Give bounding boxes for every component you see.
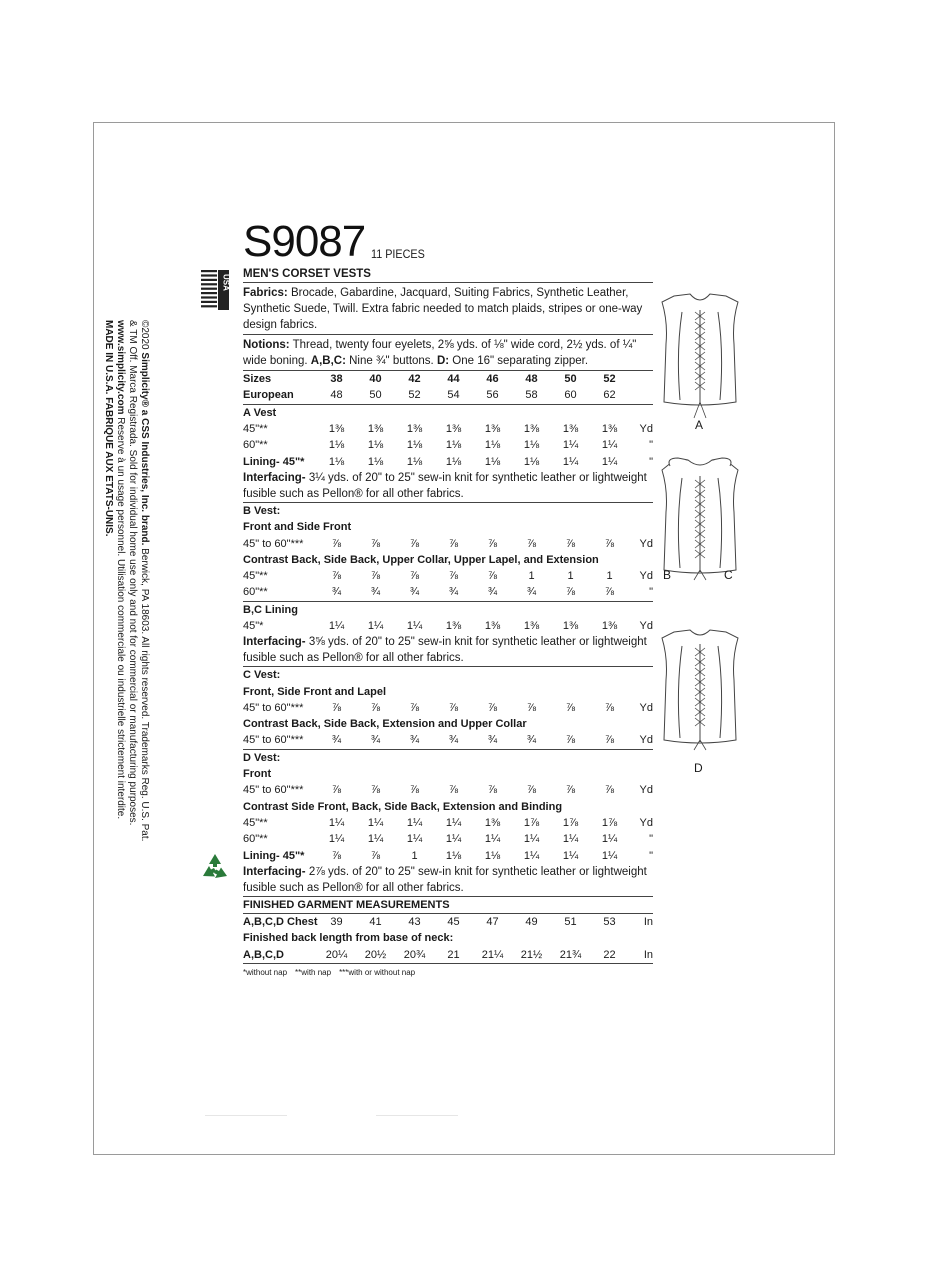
notions-section bbox=[243, 335, 653, 371]
fabrics-label: Fabrics: bbox=[243, 287, 288, 299]
table-row: Lining- 45"* 1⅛ 1⅛ 1⅛ 1⅛ 1⅛ 1⅛ 1¼ 1¼ " bbox=[243, 455, 653, 468]
b-vest-sub1: Front and Side Front bbox=[243, 521, 352, 534]
d-interfacing: Interfacing- 2⅞ yds. of 20" to 25" sew-in knit for synthetic leather or lightweight fusible such as Pellon® for all other fabrics. bbox=[243, 865, 647, 894]
notions-d-label: D: bbox=[436, 355, 450, 367]
copyright-vertical-text bbox=[102, 320, 150, 890]
notions-d-text: One 16" separating zipper. bbox=[449, 355, 589, 367]
notions-label: Notions: bbox=[243, 339, 290, 351]
european-row: European 48 50 52 54 56 58 60 62 bbox=[243, 389, 616, 402]
recycle-icon bbox=[199, 852, 231, 884]
b-vest-heading: B Vest: bbox=[243, 502, 653, 519]
pattern-envelope-back bbox=[243, 214, 653, 977]
table-row: 45"** ⅞ ⅞ ⅞ ⅞ ⅞ 1 1 1 Yd bbox=[243, 570, 653, 583]
table-row: Lining- 45"* ⅞ ⅞ 1 1⅛ 1⅛ 1¼ 1¼ 1¼ " bbox=[243, 849, 653, 862]
website-link[interactable]: www.simplicity.com bbox=[115, 320, 126, 415]
copyright-usage: & TM Off. Marca Registrada. Sold for individual home use only and not for commercial or manufacturing purposes. bbox=[127, 320, 138, 826]
copyright-usage-fr: Reserve à un usage personnel. Utilisation commerciale ou industrielle strictement interdite. bbox=[115, 414, 126, 820]
made-in-usa-flag-logo bbox=[201, 270, 229, 310]
table-row: 45" to 60"*** ¾ ¾ ¾ ¾ ¾ ¾ ⅞ ⅞ Yd bbox=[243, 734, 653, 747]
b-vest-sub2: Contrast Back, Side Back, Upper Collar, Upper Lapel, and Extension bbox=[243, 553, 599, 566]
a-interfacing: Interfacing- 3¼ yds. of 20" to 25" sew-in knit for synthetic leather or lightweight fusible such as Pellon® for all other fabrics. bbox=[243, 471, 647, 500]
notions-text: Thread, twenty four eyelets, 2⅝ yds. of ⅛" wide cord, 2½ yds. of ¼" wide boning. bbox=[243, 339, 637, 367]
notions-abc-label: A,B,C: bbox=[310, 355, 346, 367]
view-label-c: C bbox=[724, 568, 733, 582]
vest-bc-illustration bbox=[660, 458, 740, 585]
table-row: 60"** 1⅛ 1⅛ 1⅛ 1⅛ 1⅛ 1⅛ 1¼ 1¼ " bbox=[243, 439, 653, 452]
table-row: 45" to 60"*** ⅞ ⅞ ⅞ ⅞ ⅞ ⅞ ⅞ ⅞ Yd bbox=[243, 701, 653, 714]
sizes-row: Sizes 38 40 42 44 46 48 50 52 bbox=[243, 373, 616, 386]
pieces-count: 11 PIECES bbox=[371, 247, 426, 261]
pattern-title: MEN'S CORSET VESTS bbox=[243, 268, 653, 283]
c-vest-sub1: Front, Side Front and Lapel bbox=[243, 685, 386, 698]
table-row: 60"** ¾ ¾ ¾ ¾ ¾ ¾ ⅞ ⅞ " bbox=[243, 586, 653, 599]
divider bbox=[376, 1115, 458, 1116]
copyright-brand: Simplicity® a CSS Industries, Inc. brand. bbox=[139, 352, 150, 546]
chest-row: A,B,C,D Chest 39 41 43 45 47 49 51 53 In bbox=[243, 914, 653, 931]
made-in-usa-text: MADE IN U.S.A. FABRIQUE AUX ETATS-UNIS. bbox=[103, 320, 114, 537]
usa-logo-text: USA bbox=[221, 274, 231, 291]
table-row: 60"** 1¼ 1¼ 1¼ 1¼ 1¼ 1¼ 1¼ 1¼ " bbox=[243, 833, 653, 846]
table-row: 45"* 1¼ 1¼ 1¼ 1⅜ 1⅜ 1⅜ 1⅜ 1⅜ Yd bbox=[243, 620, 653, 632]
vest-a-illustration bbox=[660, 292, 740, 417]
copyright-rights: Berwick, PA 18603. All rights reserved. Trademarks Reg. U.S. Pat. bbox=[139, 545, 150, 842]
table-row: 45" to 60"*** ⅞ ⅞ ⅞ ⅞ ⅞ ⅞ ⅞ ⅞ Yd bbox=[243, 537, 653, 550]
back-length-heading: Finished back length from base of neck: bbox=[243, 932, 454, 945]
view-label-a: A bbox=[695, 418, 704, 432]
bc-lining-heading: B,C Lining bbox=[243, 601, 653, 618]
divider bbox=[205, 1115, 287, 1116]
view-label-d: D bbox=[694, 761, 703, 775]
finished-heading: FINISHED GARMENT MEASUREMENTS bbox=[243, 896, 653, 913]
bc-interfacing: Interfacing- 3⅝ yds. of 20" to 25" sew-in knit for synthetic leather or lightweight fusible such as Pellon® for all other fabrics. bbox=[243, 636, 647, 665]
copyright-year: ©2020 bbox=[139, 320, 150, 353]
notions-abc-text: Nine ¾" buttons. bbox=[345, 355, 437, 367]
fabrics-text: Brocade, Gabardine, Jacquard, Suiting Fabrics, Synthetic Leather, Synthetic Suede, Twill. Extra fabric needed to match plaids, stripes or one-way design fabrics. bbox=[243, 287, 643, 331]
fabrics-section bbox=[243, 283, 653, 335]
back-length-row: A,B,C,D 20¼ 20½ 20¾ 21 21¼ 21½ 21¾ 22 In bbox=[243, 947, 653, 964]
vest-d-illustration bbox=[660, 628, 740, 755]
yardage-table bbox=[243, 371, 653, 964]
c-vest-heading: C Vest: bbox=[243, 667, 653, 684]
d-vest-sub1: Front bbox=[243, 768, 272, 781]
a-vest-heading: A Vest bbox=[243, 404, 653, 421]
c-vest-sub2: Contrast Back, Side Back, Extension and Upper Collar bbox=[243, 718, 527, 731]
footnotes: *without nap **with nap ***with or without nap bbox=[243, 967, 416, 977]
view-label-b: B bbox=[663, 568, 672, 582]
table-row: 45"** 1⅜ 1⅜ 1⅜ 1⅜ 1⅜ 1⅜ 1⅜ 1⅜ Yd bbox=[243, 423, 653, 436]
table-row: 45" to 60"*** ⅞ ⅞ ⅞ ⅞ ⅞ ⅞ ⅞ ⅞ Yd bbox=[243, 784, 653, 797]
pattern-number: S9087 bbox=[243, 217, 366, 266]
d-vest-sub2: Contrast Side Front, Back, Side Back, Extension and Binding bbox=[243, 800, 563, 813]
d-vest-heading: D Vest: bbox=[243, 749, 653, 766]
table-row: 45"** 1¼ 1¼ 1¼ 1¼ 1⅜ 1⅞ 1⅞ 1⅞ Yd bbox=[243, 816, 653, 829]
